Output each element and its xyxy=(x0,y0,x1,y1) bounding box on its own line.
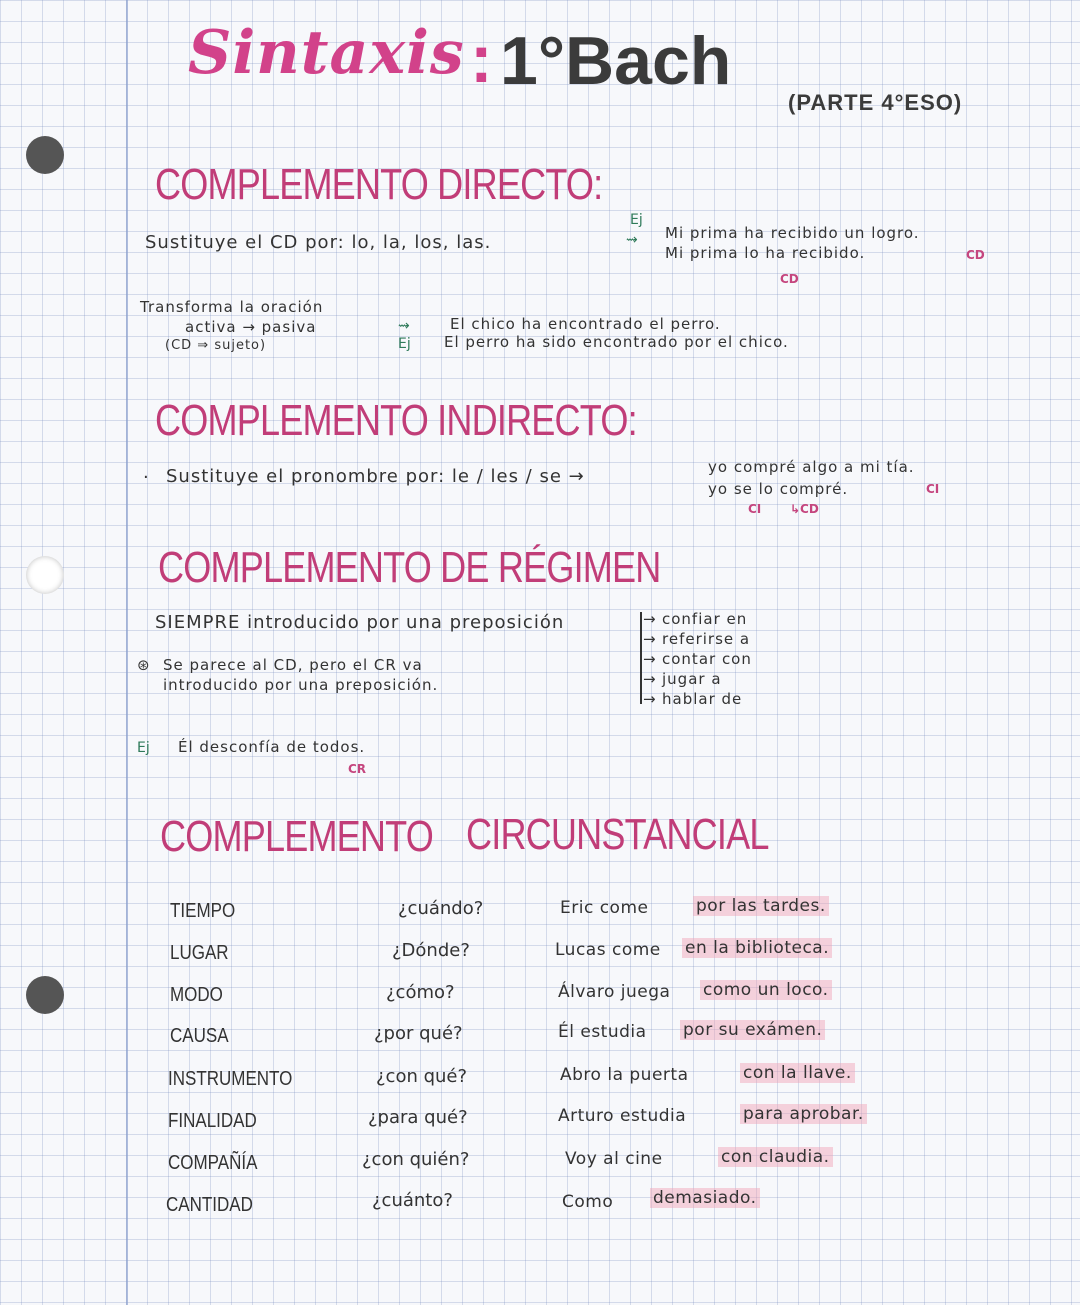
cc-example-highlight: como un loco. xyxy=(700,980,832,1000)
tag-ci: CI xyxy=(748,502,762,516)
cc-type: CANTIDAD xyxy=(166,1194,253,1216)
cc-type: MODO xyxy=(170,984,223,1006)
margin-line xyxy=(126,0,128,1305)
passive-example-2: El perro ha sido encontrado por el chico. xyxy=(444,333,789,351)
heading-complemento-regimen: COMPLEMENTO DE RÉGIMEN xyxy=(158,543,661,592)
binder-hole xyxy=(26,976,64,1014)
tag-cd: ↳CD xyxy=(790,502,819,516)
title-colon: : xyxy=(470,21,493,97)
cc-type: INSTRUMENTO xyxy=(168,1068,293,1090)
cc-example-highlight: para aprobar. xyxy=(740,1104,867,1124)
cc-question: ¿con qué? xyxy=(376,1066,468,1087)
heading-complemento: COMPLEMENTO xyxy=(160,812,433,861)
cc-type: CAUSA xyxy=(170,1025,229,1047)
ci-rule: Sustituye el pronombre por: le / les / se → xyxy=(166,466,585,487)
cc-type: COMPAÑÍA xyxy=(168,1152,258,1174)
cr-note-2: introducido por una preposición. xyxy=(163,676,439,694)
cc-question: ¿Dónde? xyxy=(392,940,470,961)
transform-line-2: activa → pasiva xyxy=(185,318,317,336)
transform-line-3: (CD ⇒ sujeto) xyxy=(165,338,267,353)
bracket-line xyxy=(640,612,642,704)
cc-example-text: Álvaro juega xyxy=(558,982,671,1002)
heading-complemento-indirecto: COMPLEMENTO INDIRECTO: xyxy=(155,396,637,445)
cc-question: ¿con quién? xyxy=(362,1149,470,1170)
heading-complemento-directo: COMPLEMENTO DIRECTO: xyxy=(155,160,603,209)
bullet-dot: · xyxy=(143,467,150,488)
cc-question: ¿para qué? xyxy=(368,1107,468,1128)
cc-type: LUGAR xyxy=(170,942,229,964)
example-mark: Ej xyxy=(137,740,150,756)
cr-note-1: Se parece al CD, pero el CR va xyxy=(163,656,423,674)
cc-example-highlight: demasiado. xyxy=(650,1188,760,1208)
squiggle-arrow-icon: ⇝ xyxy=(398,318,410,334)
cc-example-highlight: por las tardes. xyxy=(693,896,829,916)
cr-verb: hablar de xyxy=(662,690,743,708)
binder-hole xyxy=(26,136,64,174)
cc-example-text: Arturo estudia xyxy=(558,1106,687,1126)
tag-cd: CD xyxy=(780,272,799,286)
example-mark: Ej xyxy=(398,336,411,352)
passive-example-1: El chico ha encontrado el perro. xyxy=(450,315,721,333)
cc-example-text: Voy al cine xyxy=(565,1149,663,1169)
cc-example-highlight: por su exámen. xyxy=(680,1020,825,1040)
cr-verb: referirse a xyxy=(662,630,751,648)
cc-example-text: Lucas come xyxy=(555,940,661,960)
cr-verb: confiar en xyxy=(662,610,748,628)
cd-rule: Sustituye el CD por: lo, la, los, las. xyxy=(145,232,492,253)
example-mark: Ej xyxy=(630,212,643,228)
arrow-icon: → xyxy=(643,650,657,668)
cc-example-text: Eric come xyxy=(560,898,649,918)
cc-type: TIEMPO xyxy=(170,900,236,922)
heading-circunstancial: CIRCUNSTANCIAL xyxy=(466,810,769,859)
tag-ci: CI xyxy=(926,482,940,496)
cc-question: ¿cuándo? xyxy=(398,898,484,919)
cr-verb: jugar a xyxy=(662,670,722,688)
ci-example-2: yo se lo compré. xyxy=(708,480,849,498)
cc-type: FINALIDAD xyxy=(168,1110,257,1132)
cr-verb: contar con xyxy=(662,650,752,668)
arrow-icon: → xyxy=(643,670,657,688)
title-subtitle: (PARTE 4°ESO) xyxy=(788,90,963,115)
cd-example-1: Mi prima ha recibido un logro. xyxy=(665,224,920,242)
binder-hole xyxy=(26,556,64,594)
cr-rule: SIEMPRE introducido por una preposición xyxy=(155,612,565,633)
ci-example-1: yo compré algo a mi tía. xyxy=(708,458,915,476)
arrow-icon: → xyxy=(643,610,657,628)
cc-question: ¿por qué? xyxy=(374,1023,463,1044)
arrow-icon: → xyxy=(643,690,657,708)
tag-cd: CD xyxy=(966,248,985,262)
transform-line-1: Transforma la oración xyxy=(140,298,324,316)
squiggle-arrow-icon: ⇝ xyxy=(626,232,638,248)
title-bach: 1°Bach xyxy=(500,23,732,99)
cc-example-text: Abro la puerta xyxy=(560,1065,689,1085)
cc-example-text: Como xyxy=(562,1192,614,1212)
cc-question: ¿cómo? xyxy=(386,982,455,1003)
cr-example: Él desconfía de todos. xyxy=(178,738,366,756)
arrow-icon: → xyxy=(643,630,657,648)
title-sintaxis: Sintaxis xyxy=(188,18,465,88)
cc-example-text: Él estudia xyxy=(558,1022,647,1042)
tag-cr: CR xyxy=(348,762,367,776)
cc-question: ¿cuánto? xyxy=(372,1190,453,1211)
asterisk-icon: ⊛ xyxy=(137,656,151,674)
cd-example-2: Mi prima lo ha recibido. xyxy=(665,244,866,262)
cc-example-highlight: con claudia. xyxy=(718,1147,833,1167)
cc-example-highlight: en la biblioteca. xyxy=(682,938,832,958)
cc-example-highlight: con la llave. xyxy=(740,1063,855,1083)
